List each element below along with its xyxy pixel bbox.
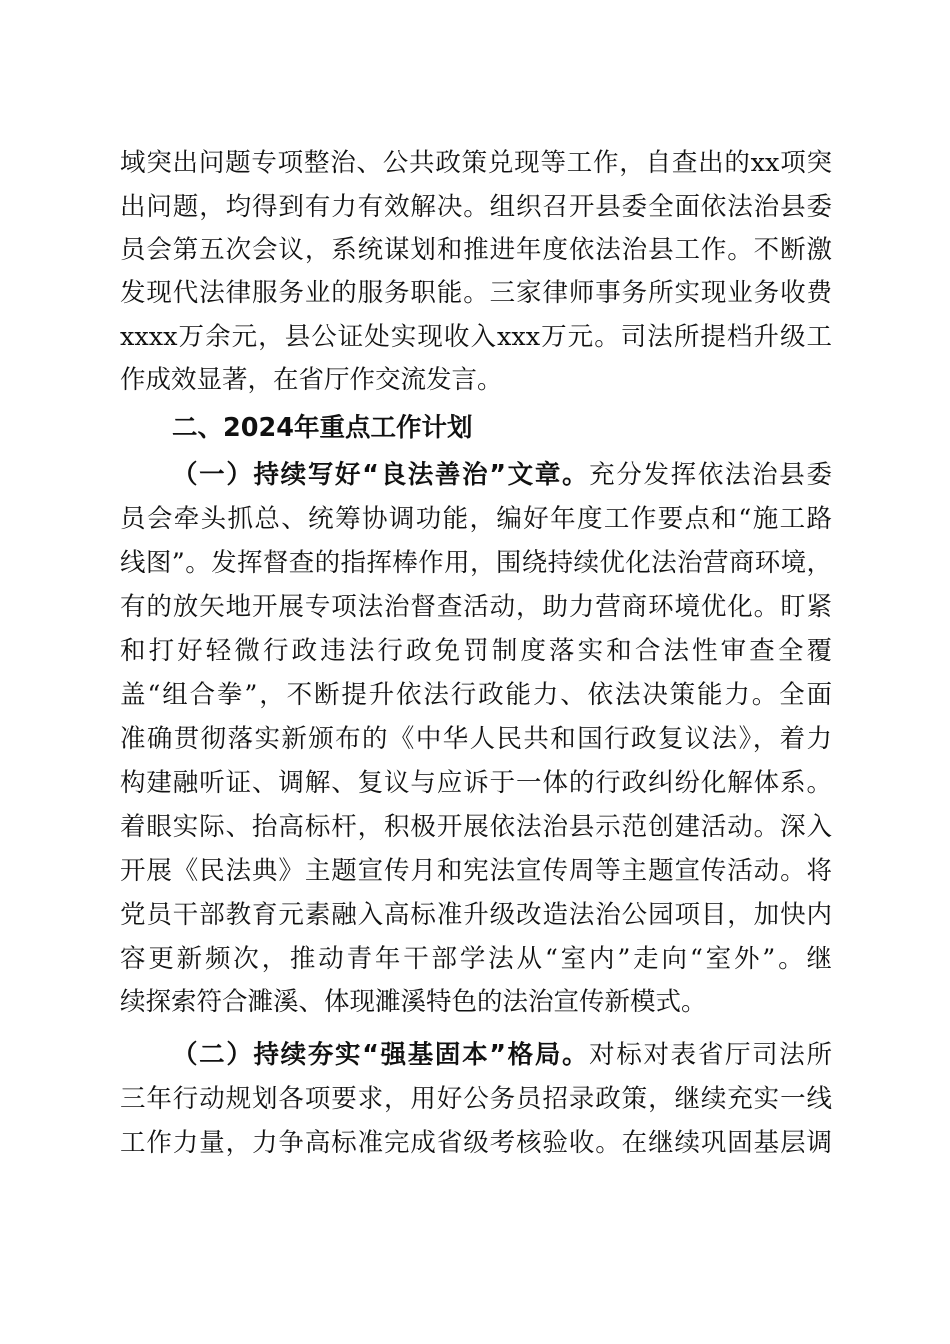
section-heading: 二、2024年重点工作计划 [172,413,473,443]
body-line: 员会第五次会议，系统谋划和推进年度依法治县工作。不断激 [120,235,832,265]
item-2-first-line [172,1034,832,1076]
body-line: 员会牵头抓总、统筹协调功能，编好年度工作要点和“施工路 [120,504,832,534]
body-line: 发现代法律服务业的服务职能。三家律师事务所实现业务收费 [120,278,832,308]
item-2-lead: （二）持续夯实“强基固本”格局。 [172,1040,590,1070]
body-line: 三年行动规划各项要求，用好公务员招录政策，继续充实一线 [120,1084,832,1114]
body-line: 线图”。发挥督查的指挥棒作用，围绕持续优化法治营商环境， [120,548,832,578]
body-line: 有的放矢地开展专项法治督查活动，助力营商环境优化。盯紧 [120,592,832,622]
body-line: 盖“组合拳”，不断提升依法行政能力、依法决策能力。全面 [120,680,832,710]
body-line: 工作力量，力争高标准完成省级考核验收。在继续巩固基层调 [120,1128,832,1158]
body-line: 构建融听证、调解、复议与应诉于一体的行政纠纷化解体系。 [120,768,832,798]
body-line: 出问题，均得到有力有效解决。组织召开县委全面依法治县委 [120,192,832,222]
body-line: xxxx万余元，县公证处实现收入xxx万元。司法所提档升级工 [120,322,832,352]
item-2-first-rest: 对标对表省厅司法所 [589,1040,832,1070]
body-line: 和打好轻微行政违法行政免罚制度落实和合法性审查全覆 [120,636,832,666]
item-1-first-rest: 充分发挥依法治县委 [589,460,832,490]
item-1-lead: （一）持续写好“良法善治”文章。 [172,460,590,490]
body-line: 续探索符合濉溪、体现濉溪特色的法治宣传新模式。 [120,987,707,1017]
body-line: 容更新频次，推动青年干部学法从“室内”走向“室外”。继 [120,944,832,974]
body-line: 域突出问题专项整治、公共政策兑现等工作，自查出的xx项突 [120,148,832,178]
body-line: 作成效显著，在省厅作交流发言。 [120,365,503,395]
body-line: 准确贯彻落实新颁布的《中华人民共和国行政复议法》，着力 [120,724,832,754]
body-line: 着眼实际、抬高标杆，积极开展依法治县示范创建活动。深入 [120,812,832,842]
item-1-first-line [172,454,832,496]
body-line: 开展《民法典》主题宣传月和宪法宣传周等主题宣传活动。将 [120,856,832,886]
body-line: 党员干部教育元素融入高标准升级改造法治公园项目，加快内 [120,900,832,930]
